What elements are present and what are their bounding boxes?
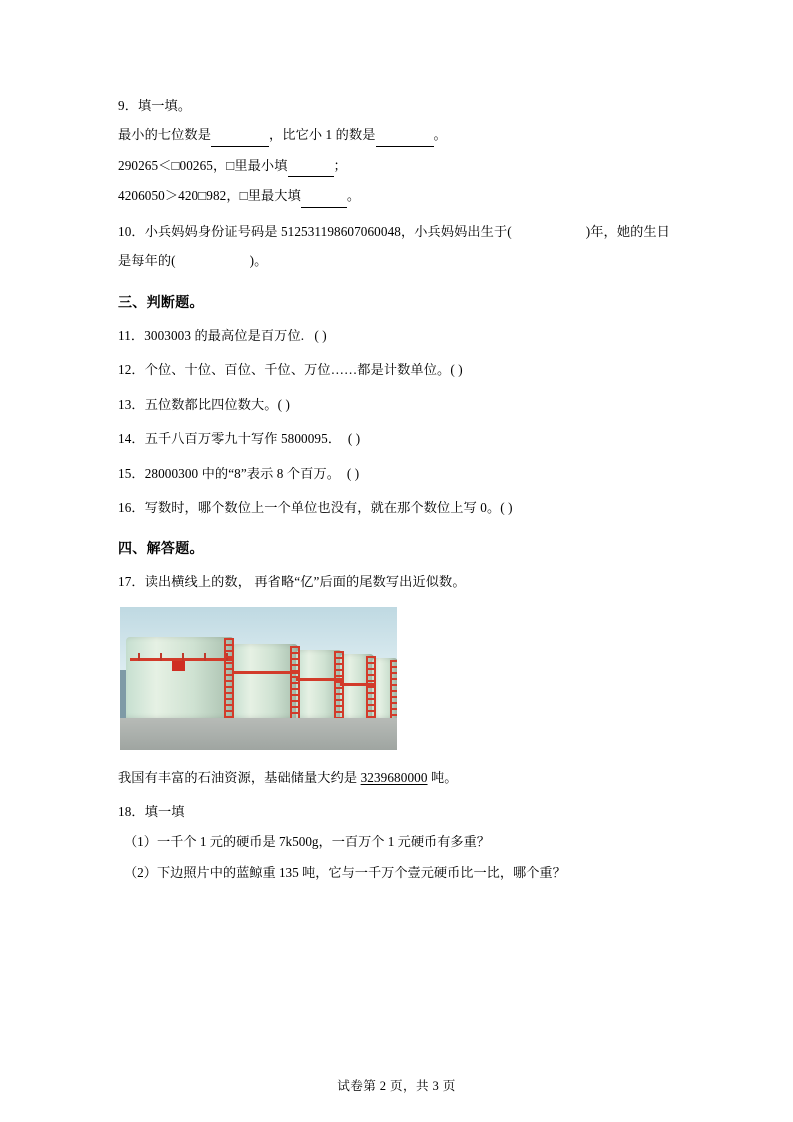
question-16-answer-paren: ( ) (500, 499, 513, 515)
question-16-text: 写数时，哪个数位上一个单位也没有，就在那个数位上写 0。 (144, 499, 501, 515)
photo-ladder-5 (390, 660, 397, 719)
question-18-sub-2: （2）下边照片中的蓝鲸重 135 吨，它与一千万个壹元硬币比一比，哪个重？ (124, 865, 566, 881)
question-13-answer-paren: ( ) (277, 396, 290, 412)
photo-red-marker (172, 661, 185, 671)
q9-l1-mid: ，比它小 1 的数是 (269, 127, 376, 143)
question-11-text: 3003003 的最高位是百万位. (144, 327, 305, 343)
question-14 (118, 429, 675, 449)
question-12-number: 12． (118, 362, 145, 378)
photo-rail-3 (296, 678, 342, 681)
question-18-title (118, 802, 675, 822)
q9-blank-1 (211, 125, 269, 146)
section-3-heading: 三、判断题。 (118, 295, 204, 311)
question-10-number: 10． (118, 223, 145, 239)
photo-ladder-2 (290, 646, 300, 719)
section-4-heading: 四、解答题。 (118, 542, 204, 558)
photo-post-3 (182, 653, 184, 662)
question-9-title-text: 填一填。 (137, 98, 192, 113)
page-footer: 试卷第 2 页，共 3 页 (337, 1079, 456, 1093)
photo-ladder-4 (366, 656, 376, 719)
q17-caption-post: 吨。 (430, 769, 458, 785)
question-10-line-1 (118, 222, 675, 242)
q9-l3-text: 4206050＞420□982，□里最大填 (118, 188, 301, 204)
question-15-number: 15． (118, 465, 145, 481)
question-15-answer-paren: ( ) (346, 465, 360, 481)
q10-text-c: 是每年的( (118, 253, 176, 269)
question-15-text: 28000300 中的“8”表示 8 个百万。 (144, 465, 341, 481)
question-16 (118, 498, 675, 518)
q10-text-d: )。 (249, 253, 268, 269)
question-17-number: 17． (118, 574, 145, 590)
q9-blank-4 (301, 186, 347, 207)
photo-post-2 (160, 653, 162, 662)
question-9-number: 9． (118, 98, 138, 113)
question-9-line-3 (118, 186, 675, 207)
oil-tanks-photo (120, 607, 397, 750)
q17-caption-number: 3239680000 (360, 769, 428, 785)
q10-text-a: 小兵妈妈身份证号码是 512531198607060048，小兵妈妈出生于( (144, 223, 512, 239)
question-17-photo-wrap (118, 607, 675, 750)
q10-text-b: )年，她的生日 (585, 223, 670, 239)
photo-post-4 (204, 653, 206, 662)
question-14-text: 五千八百万零九十写作 5800095． (144, 431, 342, 447)
question-17-text: 读出横线上的数， 再省略“亿”后面的尾数写出近似数。 (144, 574, 466, 590)
question-11-answer-paren: ( ) (314, 327, 327, 343)
question-9-title (118, 96, 675, 116)
q10-answer-space-1 (512, 222, 586, 242)
question-17 (118, 572, 675, 592)
q9-l1-post: 。 (433, 127, 447, 143)
question-9-line-2 (118, 156, 675, 177)
question-14-answer-paren: ( ) (347, 431, 361, 447)
q9-l1-pre: 最小的七位数是 (118, 127, 212, 143)
q9-l2-text: 290265＜□00265，□里最小填 (118, 157, 288, 173)
question-9-line-1 (118, 125, 675, 146)
photo-post-1 (138, 653, 140, 662)
q9-l3-post: 。 (346, 188, 361, 204)
q9-l2-post: ； (333, 157, 347, 173)
question-12 (118, 360, 675, 380)
photo-rail-2 (232, 671, 298, 674)
q9-blank-3 (288, 156, 334, 177)
question-14-number: 14． (118, 431, 145, 447)
question-13-text: 五位数都比四位数大。 (144, 396, 278, 412)
storage-tank-2 (232, 644, 298, 718)
q17-caption-pre: 我国有丰富的石油资源，基础储量大约是 (118, 769, 358, 785)
question-10-line-2 (118, 251, 675, 271)
q9-blank-2 (376, 125, 434, 146)
question-15 (118, 464, 675, 484)
photo-rail-4 (340, 683, 374, 686)
question-13-number: 13． (118, 396, 145, 412)
photo-ladder-1 (224, 638, 234, 718)
question-12-answer-paren: ( ) (450, 362, 463, 378)
question-18-title-text: 填一填 (144, 804, 185, 820)
question-18-number: 18． (118, 804, 145, 820)
question-13 (118, 395, 675, 415)
question-11 (118, 326, 675, 346)
question-11-number: 11． (118, 327, 145, 343)
q10-answer-space-2 (176, 251, 250, 271)
question-17-caption (118, 768, 675, 788)
question-16-number: 16． (118, 499, 145, 515)
storage-tank-1 (126, 637, 234, 719)
photo-ground (120, 718, 397, 749)
question-12-text: 个位、十位、百位、千位、万位……都是计数单位。 (144, 362, 451, 378)
question-18-sub-1: （1）一千个 1 元的硬币是 7k500g，一百万个 1 元硬币有多重？ (124, 833, 490, 849)
